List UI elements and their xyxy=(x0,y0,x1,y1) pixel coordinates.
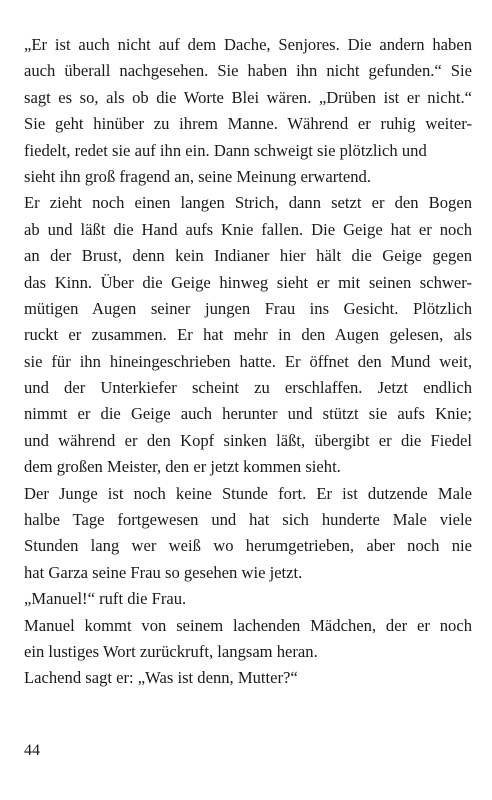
text-line: hat Garza seine Frau so gesehen wie jetzt. xyxy=(24,562,303,582)
text-line: „Manuel!“ ruft die Frau. xyxy=(24,589,187,609)
text-line: an der Brust, denn kein Indianer hier hält die Geige gegen xyxy=(24,246,472,266)
text-line: Lachend sagt er: „Was ist denn, Mutter?“ xyxy=(24,668,298,688)
page-body xyxy=(24,32,472,692)
text-line: „Er ist auch nicht auf dem Dache, Senjores. Die andern haben xyxy=(24,35,472,54)
text-line: Er zieht noch einen langen Strich, dann setzt er den Bogen xyxy=(24,193,472,213)
text-line: Der Junge ist noch keine Stunde fort. Er ist dutzende Male xyxy=(24,483,472,503)
text-line: ruckt er zusammen. Er hat mehr in den Augen gelesen, als xyxy=(24,325,472,345)
text-line: auch überall nachgesehen. Sie haben ihn nicht gefunden.“ Sie xyxy=(24,61,472,81)
text-line: Manuel kommt von seinem lachenden Mädchen, der er noch xyxy=(24,615,472,635)
text-line: mütigen Augen seiner jungen Frau ins Gesicht. Plötzlich xyxy=(24,298,472,318)
text-line: das Kinn. Über die Geige hinweg sieht er mit seinen schwer- xyxy=(24,272,472,292)
text-line: ein lustiges Wort zurückruft, langsam heran. xyxy=(24,641,318,661)
text-line: dem großen Meister, den er jetzt kommen sieht. xyxy=(24,457,341,477)
text-line: nimmt er die Geige auch herunter und stützt sie aufs Knie; xyxy=(24,404,472,424)
text-line: fiedelt, redet sie auf ihn ein. Dann schweigt sie plötzlich und xyxy=(24,140,427,160)
text-line: halbe Tage fortgewesen und hat sich hunderte Male viele xyxy=(24,510,472,530)
text-line: ab und läßt die Hand aufs Knie fallen. Die Geige hat er noch xyxy=(24,219,472,239)
text-line: sie für ihn hineingeschrieben hatte. Er öffnet den Mund weit, xyxy=(24,351,472,371)
text-line: sagt es so, als ob die Worte Blei wären. „Drüben ist er nicht.“ xyxy=(24,87,472,107)
text-line: und der Unterkiefer scheint zu erschlaffen. Jetzt endlich xyxy=(24,378,472,398)
text-line: sieht ihn groß fragend an, seine Meinung erwartend. xyxy=(24,166,371,186)
text-line: und während er den Kopf sinken läßt, übergibt er die Fiedel xyxy=(24,430,472,450)
page-number: 44 xyxy=(24,742,40,759)
text-line: Stunden lang wer weiß wo herumgetrieben, aber noch nie xyxy=(24,536,472,556)
text-line: Sie geht hinüber zu ihrem Manne. Während er ruhig weiter- xyxy=(24,114,472,134)
